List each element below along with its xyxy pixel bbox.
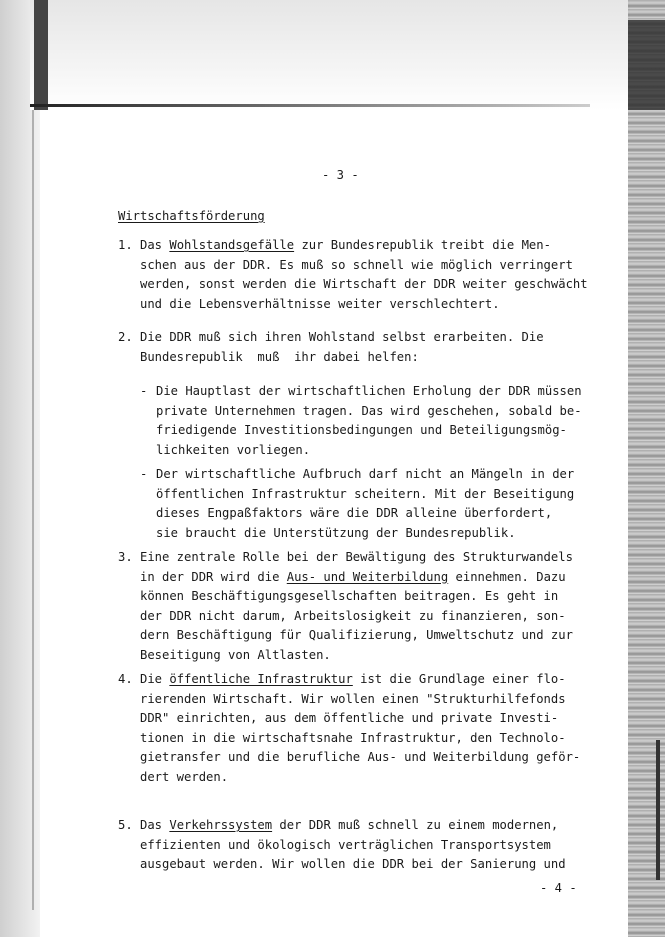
scan-top-edge	[30, 104, 590, 107]
page-number: - 3 -	[322, 168, 359, 182]
bullet-line: sie braucht die Unterstützung der Bundesrepublik.	[156, 525, 516, 540]
bullet-line: Der wirtschaftliche Aufbruch darf nicht an Mängeln in der	[156, 467, 575, 481]
underlined-term: Verkehrssystem	[169, 818, 273, 832]
paragraph-line: DDR" einrichten, aus dem öffentliche und private Investi-	[140, 711, 559, 725]
paragraph-line: dern Beschäftigung für Qualifizierung, Umweltschutz und zur	[140, 628, 573, 642]
scan-left-margin	[0, 0, 40, 937]
paragraph-line: Die DDR muß sich ihren Wohlstand selbst erarbeiten. Die	[140, 330, 544, 344]
paragraph-line: gietransfer und die berufliche Aus- und Weiterbildung geför-	[140, 750, 581, 764]
paragraph-line: Bundesrepublik muß ihr dabei helfen:	[140, 349, 419, 364]
bullet-line: Die Hauptlast der wirtschaftlichen Erholung der DDR müssen	[156, 384, 582, 398]
scan-right-line	[656, 740, 660, 880]
item-number: 1.	[118, 238, 133, 252]
paragraph-line: und die Lebensverhältnisse weiter verschlechtert.	[140, 296, 500, 311]
scan-left-line	[32, 110, 34, 910]
item-number: 4.	[118, 672, 133, 686]
scan-left-blot	[34, 0, 48, 110]
bullet-dash: -	[140, 384, 148, 398]
paragraph-line: ausgebaut werden. Wir wollen die DDR bei der Sanierung und	[140, 857, 566, 871]
paragraph-line: rierenden Wirtschaft. Wir wollen einen "Strukturhilfefonds	[140, 691, 566, 706]
item-number: 2.	[118, 330, 133, 344]
paragraph-line: in der DDR wird die Aus- und Weiterbildung einnehmen. Dazu	[140, 569, 566, 584]
underlined-term: Aus- und Weiterbildung	[286, 569, 449, 584]
bullet-line: lichkeiten vorliegen.	[156, 442, 311, 457]
bullet-line: friedigende Investitionsbedingungen und Beteiligungsmög-	[156, 423, 567, 437]
paragraph-line: Das Wohlstandsgefälle zur Bundesrepublik treibt die Men-	[140, 238, 551, 252]
bullet-dash: -	[140, 467, 148, 481]
scan-top-shadow	[30, 0, 630, 110]
paragraph-line: dert werden.	[140, 769, 229, 784]
paragraph-line: Das Verkehrssystem der DDR muß schnell zu einem modernen,	[140, 818, 559, 832]
item-number: 5.	[118, 818, 133, 832]
paragraph-line: Die öffentliche Infrastruktur ist die Grundlage einer flo-	[140, 672, 566, 686]
bullet-line: dieses Engpaßfaktors wäre die DDR alleine überfordert,	[156, 506, 553, 520]
paragraph-line: Eine zentrale Rolle bei der Bewältigung des Strukturwandels	[140, 550, 573, 564]
item-number: 3.	[118, 550, 133, 564]
paragraph-line: effizienten und ökologisch verträglichen Transportsystem	[140, 837, 551, 852]
underlined-term: öffentliche Infrastruktur	[169, 672, 353, 686]
section-heading: Wirtschaftsförderung	[118, 209, 265, 223]
bullet-line: öffentlichen Infrastruktur scheitern. Mit der Beseitigung	[156, 486, 575, 501]
underlined-term: Wohlstandsgefälle	[169, 238, 295, 252]
paragraph-line: tionen in die wirtschaftsnahe Infrastruktur, den Technolo-	[140, 730, 566, 745]
paragraph-line: werden, sonst werden die Wirtschaft der DDR weiter geschwächt	[140, 277, 588, 291]
paragraph-line: können Beschäftigungsgesellschaften beitragen. Es geht in	[140, 589, 559, 603]
paragraph-line: der DDR nicht darum, Arbeitslosigkeit zu finanzieren, son-	[140, 608, 566, 623]
paragraph-line: schen aus der DDR. Es muß so schnell wie möglich verringert	[140, 257, 573, 272]
paragraph-line: Beseitigung von Altlasten.	[140, 647, 331, 662]
next-page-marker: - 4 -	[540, 881, 577, 895]
bullet-line: private Unternehmen tragen. Das wird geschehen, sobald be-	[156, 403, 582, 418]
scan-right-blot	[628, 20, 665, 110]
